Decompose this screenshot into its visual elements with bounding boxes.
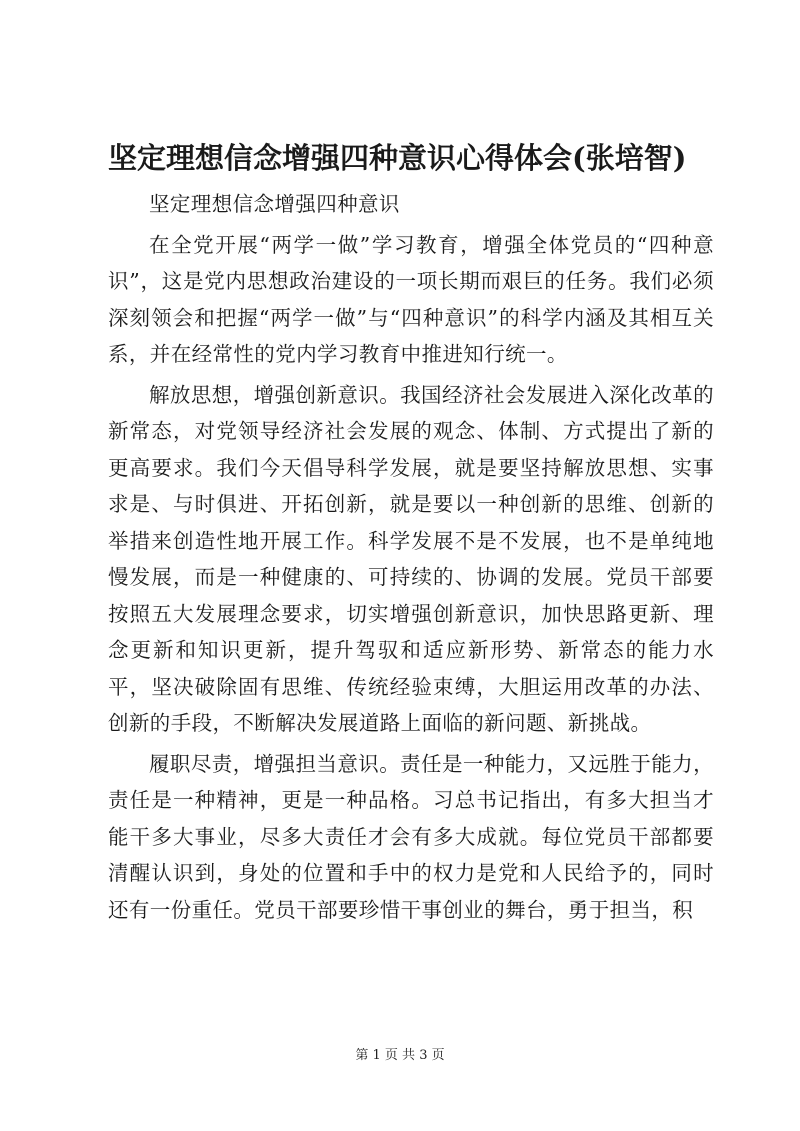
document-title: 坚定理想信念增强四种意识心得体会(张培智) [108, 141, 687, 175]
paragraph-innovation: 解放思想，增强创新意识。我国经济社会发展进入深化改革的新常态，对党领导经济社会发展的观念、体制、方式提出了新的更高要求。我们今天倡导科学发展，就是要坚持解放思想、实事求是、与时俱进、开拓创新，就是要以一种创新的思维、创新的举措来创造性地开展工作。科学发展不是不发展，也不是单纯地慢发展，而是一种健康的、可持续的、协调的发展。党员干部要按照五大发展理念要求，切实增强创新意识，加快思路更新、理念更新和知识更新，提升驾驭和适应新形势、新常态的能力水平，坚决破除固有思维、传统经验束缚，大胆运用改革的办法、创新的手段，不断解决发展道路上面临的新问题、新挑战。 [108, 382, 714, 735]
document-subtitle: 坚定理想信念增强四种意识 [149, 192, 400, 216]
paragraph-intro: 在全党开展“两学一做”学习教育，增强全体党员的“四种意识”，这是党内思想政治建设的一项长期而艰巨的任务。我们必须深刻领会和把握“两学一做”与“四种意识”的科学内涵及其相互关系，并在经常性的党内学习教育中推进知行统一。 [108, 232, 714, 366]
page-number-label: 第 1 页 共 3 页 [355, 1048, 445, 1063]
page-footer [0, 1047, 800, 1065]
paragraph-responsibility: 履职尽责，增强担当意识。责任是一种能力，又远胜于能力，责任是一种精神，更是一种品格。习总书记指出，有多大担当才能干多大事业，尽多大责任才会有多大成就。每位党员干部都要清醒认识到，身处的位置和手中的权力是党和人民给予的，同时还有一份重任。党员干部要珍惜干事创业的舞台，勇于担当，积 [108, 751, 714, 922]
document-body [108, 186, 714, 928]
